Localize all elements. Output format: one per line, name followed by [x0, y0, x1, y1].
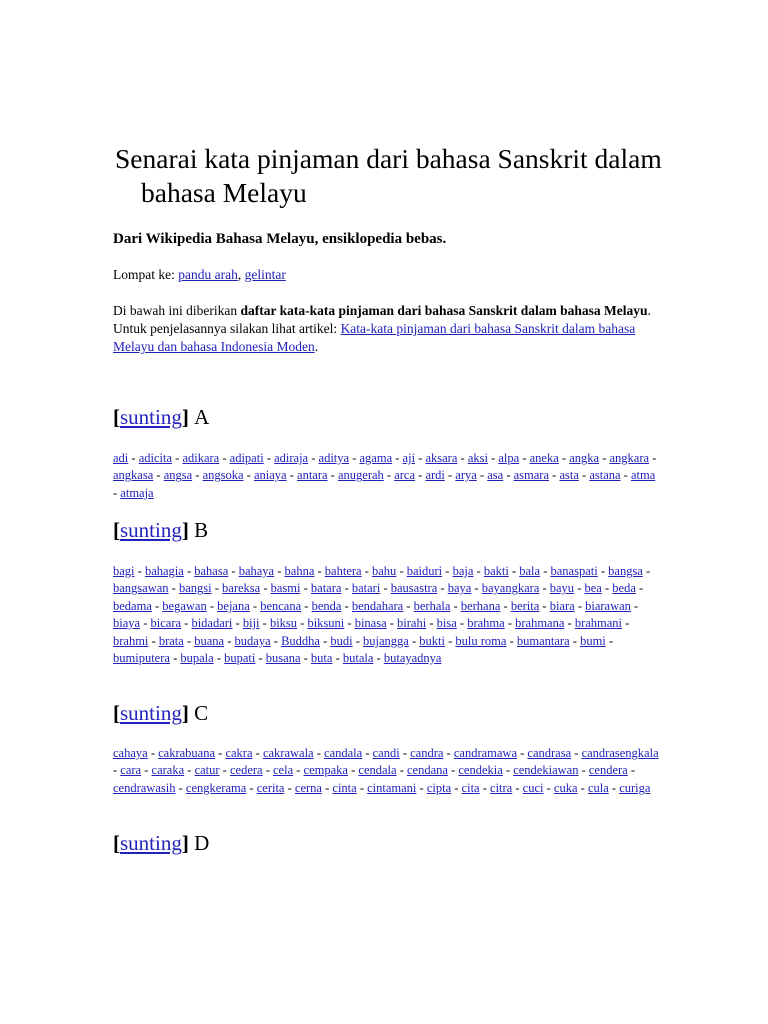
page-subtitle: Dari Wikipedia Bahasa Melayu, ensiklopedia bebas.	[113, 231, 447, 247]
word-link[interactable]: cuka	[553, 780, 578, 795]
word-link[interactable]: aksi	[467, 451, 488, 465]
page-title: Senarai kata pinjaman dari bahasa Sanskrit dalam bahasa Melayu	[115, 143, 662, 208]
word-link[interactable]: cahaya	[113, 746, 148, 760]
word-link[interactable]: budi	[330, 633, 353, 648]
word-separator: -	[352, 633, 364, 648]
word-separator: -	[508, 564, 520, 578]
word-separator: -	[148, 633, 159, 648]
edit-section-d-link[interactable]: sunting	[120, 831, 182, 855]
word-link[interactable]: bahna	[284, 564, 315, 578]
word-separator: -	[519, 451, 530, 465]
word-separator: -	[213, 651, 225, 666]
word-link[interactable]: cinta	[332, 780, 357, 795]
word-link[interactable]: berita	[510, 598, 540, 613]
word-link[interactable]: buana	[194, 633, 225, 648]
word-link[interactable]: batara	[310, 581, 342, 596]
word-separator: -	[255, 651, 266, 666]
word-link[interactable]: aji	[402, 451, 416, 465]
word-separator: -	[172, 451, 183, 465]
word-link[interactable]: adicita	[138, 451, 173, 465]
word-separator: -	[181, 616, 192, 631]
word-link[interactable]: bahagia	[144, 564, 184, 578]
word-separator: -	[479, 780, 491, 795]
word-link[interactable]: cakrabuana	[158, 746, 216, 760]
word-link[interactable]: berhana	[460, 598, 501, 613]
word-link[interactable]: bakti	[483, 564, 509, 578]
word-link[interactable]: beda	[612, 581, 636, 596]
word-link[interactable]: butayadnya	[383, 651, 442, 666]
section-heading-a: [sunting] A	[113, 405, 210, 429]
word-separator: -	[564, 616, 575, 631]
word-link[interactable]: bayu	[549, 581, 575, 596]
word-link[interactable]: biksu	[269, 616, 298, 631]
word-separator: -	[301, 598, 312, 613]
word-link[interactable]: brahmana	[515, 616, 565, 631]
word-separator: -	[308, 451, 319, 465]
section-heading-b: [sunting] B	[113, 518, 209, 542]
word-link[interactable]: bumi	[580, 633, 606, 648]
word-separator: -	[571, 746, 582, 760]
word-link[interactable]: bea	[584, 581, 602, 596]
word-link[interactable]: adiraja	[274, 451, 309, 465]
word-separator: -	[347, 763, 359, 778]
word-separator: -	[113, 485, 121, 500]
word-link[interactable]: brahmi	[113, 633, 149, 648]
word-separator: -	[341, 581, 352, 596]
word-separator: -	[219, 451, 230, 465]
word-separator: -	[175, 780, 186, 795]
word-link[interactable]: cedera	[229, 763, 263, 778]
word-link[interactable]: bencana	[260, 598, 302, 613]
word-link[interactable]: biaya	[113, 616, 141, 631]
word-link[interactable]: budaya	[234, 633, 271, 648]
word-separator: -	[249, 598, 261, 613]
word-separator: -	[300, 651, 311, 666]
word-separator: -	[169, 651, 181, 666]
word-separator: -	[426, 616, 437, 631]
word-link[interactable]: cipta	[426, 780, 452, 795]
word-link[interactable]: bumiputera	[113, 651, 170, 666]
word-link[interactable]: cita	[461, 780, 480, 795]
word-link[interactable]: brahma	[467, 616, 505, 631]
word-link[interactable]: aditya	[318, 451, 350, 465]
word-separator: -	[577, 780, 588, 795]
word-separator: -	[506, 633, 517, 648]
word-link[interactable]: bangsa	[608, 564, 643, 578]
word-separator: -	[383, 468, 395, 483]
word-separator: -	[415, 468, 426, 483]
word-link[interactable]: arya	[455, 468, 477, 483]
word-link[interactable]: butala	[342, 651, 374, 666]
word-link[interactable]: atma	[630, 468, 656, 483]
word-separator: -	[487, 451, 499, 465]
word-separator: -	[260, 581, 271, 596]
intro-text-3: .	[314, 339, 319, 354]
word-link[interactable]: baya	[447, 581, 472, 596]
word-separator: -	[599, 451, 610, 465]
word-separator: -	[451, 780, 462, 795]
word-link[interactable]: antara	[297, 468, 328, 483]
word-link[interactable]: bidadari	[191, 616, 233, 631]
word-link[interactable]: bulu roma	[455, 633, 507, 648]
word-separator: -	[206, 598, 218, 613]
word-link[interactable]: curiga	[619, 780, 651, 795]
word-separator: -	[141, 763, 152, 778]
word-link[interactable]: bareksa	[222, 581, 261, 596]
word-separator: -	[341, 598, 352, 613]
intro-bold-text: daftar kata-kata pinjaman dari bahasa Sanskrit dalam bahasa Melayu	[240, 303, 648, 318]
word-separator: -	[627, 763, 636, 778]
word-link[interactable]: bujangga	[363, 633, 409, 648]
word-link[interactable]: bedama	[113, 598, 152, 613]
word-separator: -	[392, 451, 403, 465]
word-separator: -	[113, 763, 121, 778]
word-link[interactable]: cara	[120, 763, 142, 778]
word-separator: -	[211, 581, 223, 596]
word-separator: -	[444, 633, 456, 648]
word-link[interactable]: cengkerama	[185, 780, 247, 795]
word-link[interactable]: bahu	[372, 564, 397, 578]
word-link[interactable]: binasa	[354, 616, 387, 631]
word-separator: -	[319, 633, 331, 648]
word-separator: -	[597, 564, 609, 578]
word-link[interactable]: baiduri	[406, 564, 443, 578]
word-link[interactable]: adi	[113, 451, 129, 465]
word-separator: -	[361, 564, 372, 578]
word-link[interactable]: adipati	[229, 451, 264, 465]
word-separator: -	[415, 451, 426, 465]
word-separator: -	[620, 468, 631, 483]
word-separator: -	[443, 746, 454, 760]
word-separator: -	[642, 564, 651, 578]
word-separator: -	[457, 451, 468, 465]
word-separator: -	[408, 633, 420, 648]
word-link[interactable]: cendera	[588, 763, 628, 778]
word-link[interactable]: bangsawan	[113, 581, 169, 596]
word-separator: -	[558, 451, 570, 465]
word-link[interactable]: ardi	[425, 468, 445, 483]
word-separator: -	[344, 616, 355, 631]
jump-link-navigation[interactable]: pandu arah	[178, 267, 238, 282]
word-link[interactable]: angkara	[609, 451, 650, 465]
word-link[interactable]: cendana	[406, 763, 448, 778]
word-link[interactable]: bisa	[436, 616, 457, 631]
word-link[interactable]: arca	[394, 468, 416, 483]
word-link[interactable]: cakrawala	[262, 746, 314, 760]
word-link[interactable]: berhala	[413, 598, 451, 613]
word-separator: -	[503, 468, 514, 483]
word-separator: -	[327, 468, 338, 483]
word-link[interactable]: bendahara	[351, 598, 404, 613]
word-separator: -	[502, 763, 514, 778]
word-link[interactable]: bupala	[180, 651, 214, 666]
word-link[interactable]: cerna	[294, 780, 322, 795]
word-separator: -	[297, 616, 308, 631]
word-separator: -	[262, 763, 273, 778]
word-separator: -	[321, 780, 333, 795]
word-link[interactable]: asta	[559, 468, 579, 483]
word-link[interactable]: asmara	[513, 468, 550, 483]
word-separator: -	[635, 581, 644, 596]
word-link[interactable]: cerita	[256, 780, 285, 795]
word-link[interactable]: buta	[310, 651, 333, 666]
word-link[interactable]: candrasa	[527, 746, 572, 760]
word-separator: -	[263, 451, 275, 465]
word-link[interactable]: cula	[587, 780, 609, 795]
word-list-b	[113, 563, 661, 667]
section-heading-d: [sunting] D	[113, 831, 210, 855]
word-separator: -	[403, 598, 414, 613]
word-separator: -	[543, 780, 554, 795]
word-separator: -	[332, 651, 343, 666]
word-link[interactable]: angka	[569, 451, 600, 465]
word-separator: -	[300, 581, 311, 596]
word-link[interactable]: angsoka	[202, 468, 244, 483]
word-separator: -	[630, 598, 639, 613]
word-link[interactable]: birahi	[397, 616, 427, 631]
word-separator: -	[399, 746, 411, 760]
word-link[interactable]: alpa	[498, 451, 520, 465]
word-link[interactable]: basmi	[270, 581, 301, 596]
word-link[interactable]: Buddha	[281, 633, 320, 648]
word-separator: -	[549, 468, 560, 483]
word-separator: -	[517, 746, 528, 760]
edit-section-a-link[interactable]: sunting	[120, 405, 182, 429]
jump-label: Lompat ke:	[113, 267, 175, 282]
word-link[interactable]: caraka	[151, 763, 185, 778]
word-link[interactable]: bahtera	[324, 564, 362, 578]
word-link[interactable]: candra	[410, 746, 444, 760]
word-link[interactable]: batari	[351, 581, 381, 596]
word-separator: -	[147, 746, 159, 760]
word-separator: -	[293, 763, 304, 778]
word-link[interactable]: aksara	[425, 451, 458, 465]
word-separator: -	[442, 564, 453, 578]
word-link[interactable]: adikara	[182, 451, 220, 465]
word-link[interactable]: bahaya	[238, 564, 275, 578]
word-link[interactable]: begawan	[162, 598, 207, 613]
word-link[interactable]: angkasa	[113, 468, 154, 483]
word-separator: -	[128, 451, 139, 465]
article-link[interactable]: Kata-kata pinjaman dari bahasa Sanskrit dalam bahasa Melayu dan bahasa Indonesia Moden	[113, 321, 636, 354]
word-link[interactable]: biksuni	[307, 616, 345, 631]
word-separator: -	[274, 564, 285, 578]
word-link[interactable]: cempaka	[303, 763, 348, 778]
word-link[interactable]: catur	[194, 763, 220, 778]
word-separator: -	[183, 633, 195, 648]
edit-section-b-link[interactable]: sunting	[120, 518, 182, 542]
word-separator: -	[539, 598, 550, 613]
word-separator: -	[605, 633, 614, 648]
word-separator: -	[578, 763, 589, 778]
word-link[interactable]: atmaja	[120, 485, 154, 500]
word-link[interactable]: agama	[359, 451, 393, 465]
word-separator: -	[380, 581, 391, 596]
word-link[interactable]: banaspati	[550, 564, 598, 578]
word-separator: -	[504, 616, 516, 631]
word-link[interactable]: aniaya	[253, 468, 287, 483]
word-separator: -	[471, 581, 482, 596]
word-link[interactable]: bahasa	[194, 564, 229, 578]
word-separator: -	[284, 780, 295, 795]
word-link[interactable]: bayangkara	[481, 581, 540, 596]
word-separator: -	[500, 598, 511, 613]
word-link[interactable]: brahmani	[574, 616, 623, 631]
word-separator: -	[192, 468, 203, 483]
word-separator: -	[444, 468, 456, 483]
word-link[interactable]: asa	[487, 468, 504, 483]
word-separator: -	[437, 581, 448, 596]
word-link[interactable]: bausastra	[390, 581, 438, 596]
word-link[interactable]: bukti	[419, 633, 445, 648]
section-letter-c: C	[194, 701, 209, 725]
word-separator: -	[601, 581, 613, 596]
word-link[interactable]: citra	[490, 780, 513, 795]
word-separator: -	[286, 468, 298, 483]
word-separator: -	[396, 763, 407, 778]
word-link[interactable]: candala	[324, 746, 363, 760]
word-link[interactable]: cendala	[358, 763, 397, 778]
word-link[interactable]: brata	[158, 633, 184, 648]
section-heading-c: [sunting] C	[113, 701, 209, 725]
word-separator: -	[473, 564, 484, 578]
word-separator: -	[578, 468, 590, 483]
word-link[interactable]: bangsi	[178, 581, 212, 596]
word-separator: -	[215, 746, 226, 760]
word-link[interactable]: candi	[372, 746, 400, 760]
word-separator: -	[569, 633, 581, 648]
word-separator: -	[476, 468, 488, 483]
word-link[interactable]: cintamani	[367, 780, 417, 795]
word-link[interactable]: baja	[452, 564, 474, 578]
word-link[interactable]: anugerah	[337, 468, 384, 483]
word-link[interactable]: bejana	[217, 598, 250, 613]
word-link[interactable]: astana	[589, 468, 621, 483]
word-separator: -	[416, 780, 427, 795]
jump-link-search[interactable]: gelintar	[244, 267, 286, 282]
word-separator: -	[224, 633, 235, 648]
word-link[interactable]: candramawa	[453, 746, 517, 760]
intro-text-1: Di bawah ini diberikan	[113, 303, 241, 318]
word-separator: -	[373, 651, 384, 666]
word-separator: -	[151, 598, 163, 613]
word-separator: -	[349, 451, 360, 465]
word-separator: -	[622, 616, 630, 631]
word-link[interactable]: cendrawasih	[113, 780, 176, 795]
word-separator: -	[362, 746, 373, 760]
word-link[interactable]: cendekiawan	[513, 763, 579, 778]
word-separator: -	[153, 468, 164, 483]
word-link[interactable]: bagi	[113, 564, 135, 578]
word-link[interactable]: angsa	[163, 468, 193, 483]
word-separator: -	[649, 451, 657, 465]
word-separator: -	[168, 581, 179, 596]
word-separator: -	[134, 564, 145, 578]
word-separator: -	[456, 616, 468, 631]
word-separator: -	[356, 780, 368, 795]
word-separator: -	[183, 564, 195, 578]
word-link[interactable]: benda	[311, 598, 342, 613]
edit-section-c-link[interactable]: sunting	[120, 701, 182, 725]
section-letter-d: D	[194, 831, 210, 855]
word-link[interactable]: biara	[549, 598, 575, 613]
word-separator: -	[574, 598, 586, 613]
word-separator: -	[386, 616, 398, 631]
word-separator: -	[252, 746, 263, 760]
word-separator: -	[574, 581, 585, 596]
word-separator: -	[232, 616, 243, 631]
word-list-a	[113, 450, 661, 502]
word-link[interactable]: biji	[242, 616, 260, 631]
word-separator: -	[540, 564, 551, 578]
intro-text-2: . Untuk penjelasannya silakan lihat artikel:	[113, 303, 651, 336]
word-separator: -	[447, 763, 459, 778]
word-link[interactable]: busana	[265, 651, 301, 666]
word-separator: -	[396, 564, 407, 578]
word-separator: -	[450, 598, 461, 613]
word-link[interactable]: candrasengkala	[581, 746, 659, 760]
word-separator: -	[219, 763, 230, 778]
word-separator: -	[313, 746, 325, 760]
word-separator: -	[539, 581, 550, 596]
word-separator: -	[184, 763, 195, 778]
section-letter-a: A	[194, 405, 210, 429]
word-list-c	[113, 745, 661, 797]
word-separator: -	[314, 564, 325, 578]
word-link[interactable]: aneka	[529, 451, 559, 465]
jump-to-bar: Lompat ke: pandu arah, gelintar	[113, 267, 286, 282]
word-separator: -	[512, 780, 523, 795]
word-separator: -	[608, 780, 620, 795]
intro-paragraph	[113, 302, 653, 356]
word-link[interactable]: biarawan	[585, 598, 631, 613]
word-link[interactable]: bupati	[224, 651, 256, 666]
word-separator: -	[246, 780, 257, 795]
word-separator: -	[259, 616, 270, 631]
word-link[interactable]: bala	[519, 564, 541, 578]
word-link[interactable]: cuci	[522, 780, 544, 795]
word-link[interactable]: cakra	[225, 746, 253, 760]
section-letter-b: B	[194, 518, 209, 542]
word-separator: -	[243, 468, 254, 483]
word-separator: -	[228, 564, 239, 578]
word-link[interactable]: bicara	[150, 616, 182, 631]
word-link[interactable]: bumantara	[516, 633, 570, 648]
word-separator: -	[270, 633, 282, 648]
word-link[interactable]: cendekia	[458, 763, 503, 778]
word-separator: -	[140, 616, 151, 631]
word-link[interactable]: cela	[273, 763, 294, 778]
